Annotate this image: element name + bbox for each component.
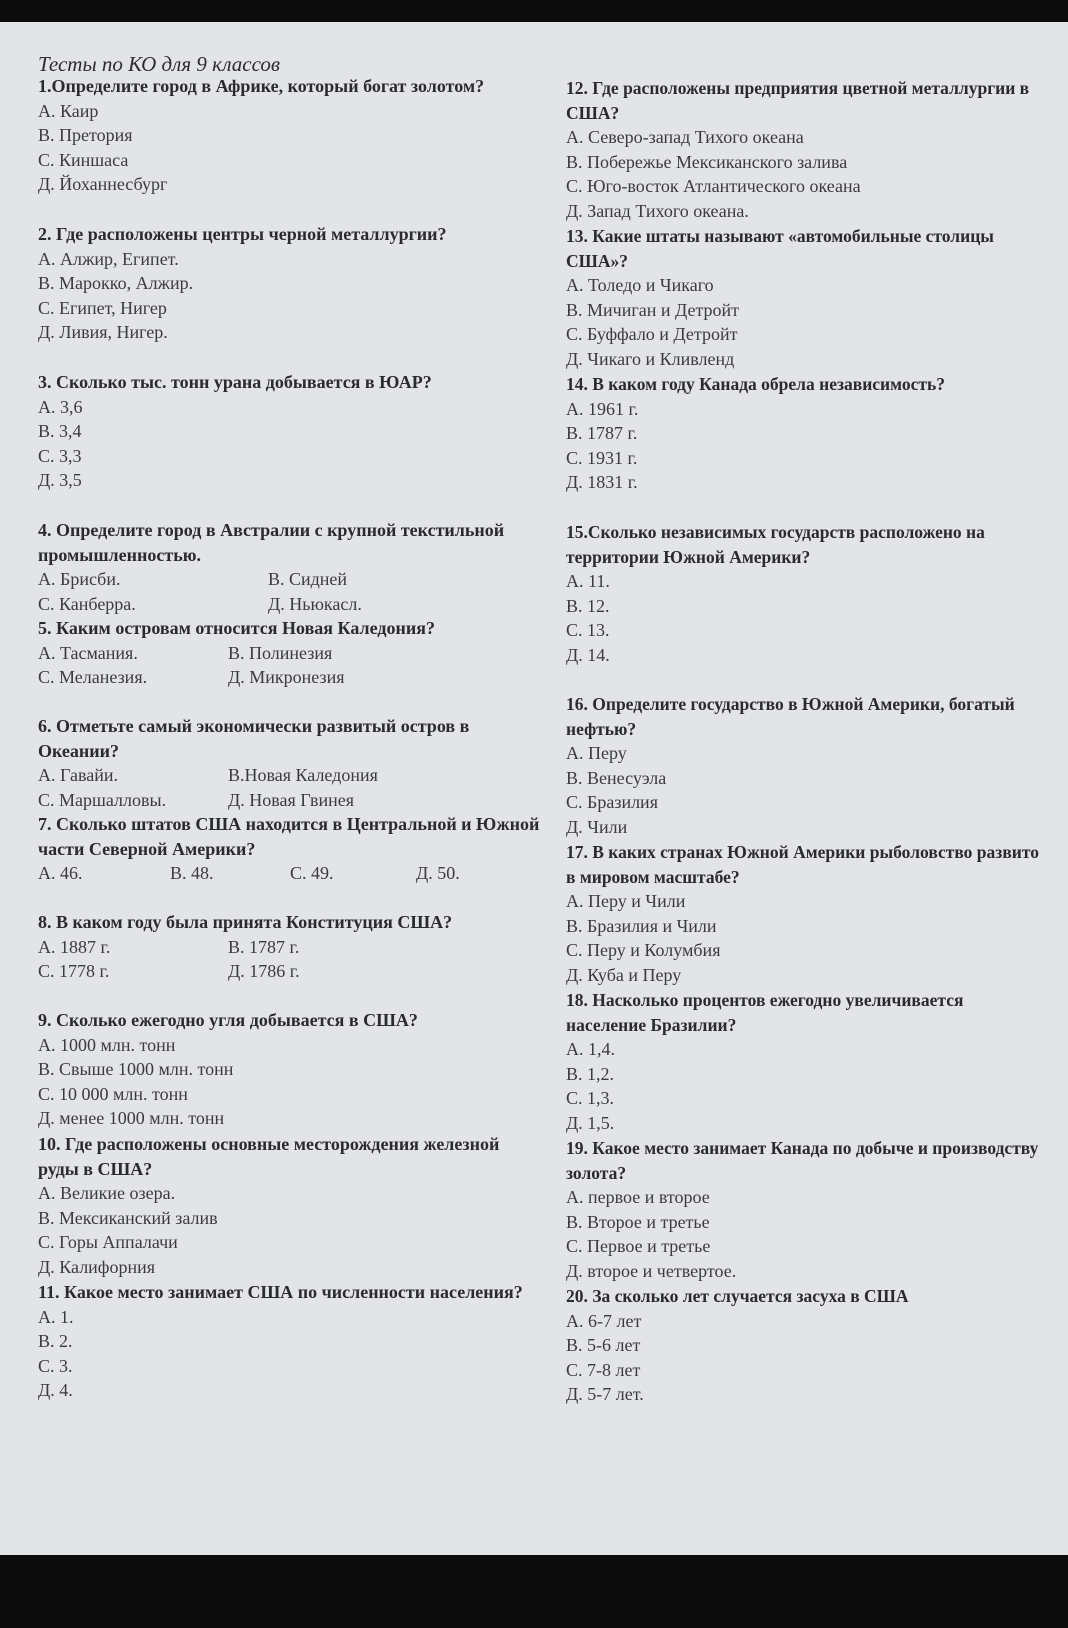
answer-option: Д. 3,5: [38, 470, 82, 490]
answer-row: [38, 861, 543, 886]
answer-option: Д. 1831 г.: [566, 472, 638, 492]
question-text: 1.Определите город в Африке, который богат золотом?: [38, 76, 485, 96]
answer-option: Д. 4.: [38, 1380, 73, 1400]
question-block: [566, 372, 1046, 495]
answer-option: С. 1931 г.: [566, 447, 638, 468]
answer-option: В. 1787 г.: [566, 423, 638, 443]
answer-option: А. 1,4.: [566, 1039, 615, 1059]
answer-option: А. 1887 г.: [38, 936, 111, 957]
answer-option: С. Юго-восток Атлантического океана: [566, 176, 861, 196]
answer-option: Д. 1786 г.: [228, 961, 300, 981]
answer-option: А. 6-7 лет: [566, 1310, 642, 1331]
answer-option: С. Перу и Колумбия: [566, 940, 721, 960]
question-block: [566, 1284, 1046, 1407]
answer-option: А. Толедо и Чикаго: [566, 275, 714, 295]
answer-option: А. 1000 млн. тонн: [38, 1034, 176, 1055]
answer-option: В. 3,4: [38, 421, 82, 441]
answer-option: А. Перу: [566, 743, 627, 763]
answer-option: А. Гавайи.: [38, 765, 118, 785]
question-text: 8. В каком году была принята Конституция США?: [38, 912, 453, 932]
question-block: [566, 520, 1046, 667]
question-text: 15.Сколько независимых государств расположено на территории Южной Америки?: [566, 522, 985, 567]
answer-option: А. 46.: [38, 863, 83, 883]
question-block: [38, 714, 543, 812]
question-text: 6. Отметьте самый экономически развитый остров в Океании?: [38, 716, 470, 761]
answer-option: Д. Чили: [566, 816, 628, 837]
answer-option: А. 11.: [566, 571, 610, 591]
answer-option: С. Буффало и Детройт: [566, 324, 738, 344]
question-text: 14. В каком году Канада обрела независимость?: [566, 374, 945, 394]
answer-row: [38, 959, 543, 984]
answer-option: С. Горы Аппалачи: [38, 1232, 178, 1252]
answer-option: В. 5-6 лет: [566, 1335, 641, 1355]
question-text: 9. Сколько ежегодно угля добывается в США?: [38, 1010, 418, 1030]
answer-option: В. 2.: [38, 1331, 73, 1351]
question-text: 16. Определите государство в Южной Америки, богатый нефтью?: [566, 694, 1015, 739]
answer-option: А. Великие озера.: [38, 1183, 176, 1203]
answer-option: А. Алжир, Египет.: [38, 248, 179, 269]
answer-option: В. Сидней: [268, 569, 348, 589]
question-block: [38, 74, 543, 197]
question-block: [38, 1280, 543, 1403]
answer-option: С. Киншаса: [38, 149, 129, 170]
answer-option: С. 1,3.: [566, 1088, 615, 1108]
answer-option: А. Северо-запад Тихого океана: [566, 127, 804, 147]
question-text: 2. Где расположены центры черной металлургии?: [38, 224, 447, 244]
answer-option: А. Тасмания.: [38, 642, 138, 663]
question-block: [38, 910, 543, 984]
answer-option: В. Мичиган и Детройт: [566, 299, 740, 320]
question-text: 5. Каким островам относится Новая Каледония?: [38, 618, 435, 638]
question-block: [566, 76, 1046, 223]
question-block: [38, 518, 543, 616]
question-text: 4. Определите город в Австралии с крупной текстильной промышленностью.: [38, 520, 505, 565]
answer-option: Д. Калифорния: [38, 1256, 156, 1277]
answer-option: С. Египет, Нигер: [38, 297, 167, 318]
answer-option: Д. менее 1000 млн. тонн: [38, 1108, 225, 1128]
answer-option: С. Бразилия: [566, 792, 658, 812]
question-text: 3. Сколько тыс. тонн урана добывается в ЮАР?: [38, 372, 432, 392]
question-text: 10. Где расположены основные месторождения железной руды в США?: [38, 1134, 500, 1179]
question-block: [38, 1008, 543, 1131]
question-block: [566, 988, 1046, 1135]
question-text: 18. Насколько процентов ежегодно увеличивается население Бразилии?: [566, 990, 964, 1035]
answer-option: А. первое и второе: [566, 1187, 710, 1207]
answer-option: Д. 1,5.: [566, 1112, 615, 1133]
question-block: [566, 840, 1046, 987]
answer-row: [38, 788, 543, 813]
test-sheet: [0, 22, 1068, 1555]
answer-option: В. 1,2.: [566, 1063, 615, 1084]
answer-row: [38, 592, 543, 617]
answer-option: В. Претория: [38, 125, 133, 145]
question-text: 11. Какое место занимает США по численности населения?: [38, 1282, 523, 1302]
answer-option: В. Второе и третье: [566, 1211, 710, 1232]
answer-option: А. Перу и Чили: [566, 891, 686, 911]
answer-option: В. Побережье Мексиканского залива: [566, 151, 848, 172]
answer-option: В. Полинезия: [228, 642, 333, 663]
answer-option: С. 1778 г.: [38, 961, 110, 981]
question-text: 12. Где расположены предприятия цветной металлургии в США?: [566, 78, 1030, 123]
question-block: [38, 616, 543, 690]
page-title: Тесты по КО для 9 классов: [38, 52, 280, 76]
question-block: [566, 692, 1046, 839]
question-block: [38, 370, 543, 493]
answer-option: А. 1961 г.: [566, 398, 639, 419]
answer-option: В. 1787 г.: [228, 936, 300, 957]
answer-option: А. Каир: [38, 100, 99, 121]
answer-option: Д. Чикаго и Кливленд: [566, 348, 735, 369]
answer-option: Д. второе и четвертое.: [566, 1260, 737, 1281]
answer-option: С. 7-8 лет: [566, 1359, 641, 1380]
answer-option: Д. 50.: [416, 863, 460, 883]
question-text: 7. Сколько штатов США находится в Центральной и Южной части Северной Америки?: [38, 814, 540, 859]
answer-option: С. Канберра.: [38, 593, 136, 614]
answer-option: В.Новая Каледония: [228, 765, 378, 785]
answer-option: Д. Ньюкасл.: [268, 593, 362, 614]
answer-option: В. Марокко, Алжир.: [38, 273, 194, 293]
answer-option: С. 49.: [290, 863, 334, 883]
question-text: 19. Какое место занимает Канада по добыче и производству золота?: [566, 1138, 1039, 1183]
answer-option: С. 3.: [38, 1355, 73, 1376]
question-text: 17. В каких странах Южной Америки рыболовство развито в мировом масштабе?: [566, 842, 1039, 887]
answer-option: Д. 5-7 лет.: [566, 1384, 644, 1404]
answer-option: А. Брисби.: [38, 569, 121, 589]
answer-option: Д. Микронезия: [228, 667, 345, 687]
answer-row: [38, 935, 543, 960]
question-text: 20. За сколько лет случается засуха в США: [566, 1286, 909, 1306]
answer-option: С. 10 000 млн. тонн: [38, 1083, 188, 1104]
question-block: [566, 224, 1046, 371]
answer-option: В. 12.: [566, 595, 610, 616]
answer-option: В. Венесуэла: [566, 767, 667, 788]
answer-option: С. Меланезия.: [38, 667, 148, 687]
answer-option: В. 48.: [170, 863, 214, 883]
answer-option: Д. Запад Тихого океана.: [566, 200, 749, 221]
answer-option: В. Мексиканский залив: [38, 1207, 218, 1228]
answer-row: [38, 641, 543, 666]
question-block: [38, 812, 543, 886]
answer-option: Д. Йоханнесбург: [38, 174, 168, 194]
answer-row: [38, 567, 543, 592]
question-block: [566, 1136, 1046, 1283]
answer-option: А. 1.: [38, 1306, 74, 1327]
question-block: [38, 222, 543, 345]
answer-option: Д. 14.: [566, 644, 610, 665]
answer-option: С. 13.: [566, 620, 610, 640]
answer-option: Д. Ливия, Нигер.: [38, 322, 168, 342]
answer-option: Д. Куба и Перу: [566, 964, 682, 985]
question-block: [38, 1132, 543, 1279]
answer-row: [38, 665, 543, 690]
answer-option: С. Первое и третье: [566, 1236, 711, 1256]
answer-option: В. Бразилия и Чили: [566, 915, 717, 936]
answer-option: Д. Новая Гвинея: [228, 789, 355, 810]
question-text: 13. Какие штаты называют «автомобильные столицы США»?: [566, 226, 994, 271]
answer-option: В. Свыше 1000 млн. тонн: [38, 1059, 234, 1079]
answer-option: С. 3,3: [38, 445, 82, 466]
answer-row: [38, 763, 543, 788]
answer-option: А. 3,6: [38, 396, 83, 417]
answer-option: С. Маршалловы.: [38, 789, 167, 810]
